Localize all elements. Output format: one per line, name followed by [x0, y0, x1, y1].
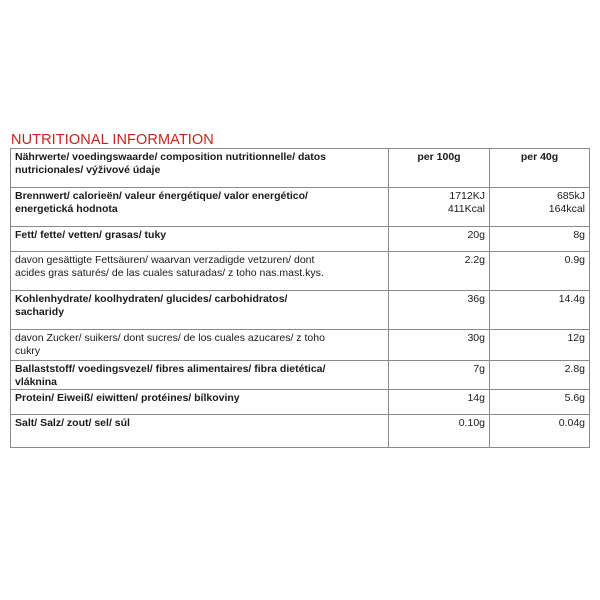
- value-per-40g-cell: 0.04g: [490, 415, 590, 448]
- header-label-line: Nährwerte/ voedingswaarde/ composition nutritionnelle/ datos: [15, 151, 326, 163]
- value-line: 164kcal: [548, 203, 585, 215]
- nutrient-label-cell: [11, 390, 389, 415]
- nutrient-label-cell: [11, 252, 389, 291]
- nutrient-label-line: Protein/ Eiweiß/ eiwitten/ protéines/ bílkoviny: [15, 392, 240, 404]
- table-header-row: [11, 149, 590, 188]
- page-title: NUTRITIONAL INFORMATION: [11, 132, 214, 148]
- value-per-100g-cell: [389, 188, 490, 227]
- nutrient-label-line: Brennwert/ calorieën/ valeur énergétique/ valor energético/: [15, 190, 308, 202]
- table-row-carbohydrates: [11, 291, 590, 330]
- value-per-100g-cell: 7g: [389, 361, 490, 390]
- value-per-40g-cell: 12g: [490, 330, 590, 361]
- table-row-energy: [11, 188, 590, 227]
- value-per-40g-cell: 0.9g: [490, 252, 590, 291]
- value-per-100g-cell: 20g: [389, 227, 490, 252]
- value-per-40g-cell: 8g: [490, 227, 590, 252]
- value-per-100g-cell: 2.2g: [389, 252, 490, 291]
- table-row-fibre: [11, 361, 590, 390]
- table-row-sugars: [11, 330, 590, 361]
- header-label-cell: [11, 149, 389, 188]
- header-label-line: nutricionales/ výživové údaje: [15, 164, 161, 176]
- table-row-protein: [11, 390, 590, 415]
- value-per-40g-cell: 2.8g: [490, 361, 590, 390]
- nutrient-label-cell: [11, 188, 389, 227]
- nutrient-label-line: davon gesättigte Fettsäuren/ waarvan verzadigde vetzuren/ dont: [15, 254, 315, 266]
- nutrient-label-line: Fett/ fette/ vetten/ grasas/ tuky: [15, 229, 167, 241]
- column-header-per-100g: per 100g: [389, 149, 490, 188]
- value-per-40g-cell: [490, 188, 590, 227]
- nutrient-label-line: vláknina: [15, 376, 58, 388]
- nutrient-label-line: Ballaststoff/ voedingsvezel/ fibres alimentaires/ fibra dietética/: [15, 363, 326, 375]
- nutrition-table: [10, 148, 590, 448]
- nutrient-label-cell: [11, 415, 389, 448]
- value-per-100g-cell: 14g: [389, 390, 490, 415]
- nutrient-label-line: Kohlenhydrate/ koolhydraten/ glucides/ carbohidratos/: [15, 293, 288, 305]
- nutrient-label-cell: [11, 330, 389, 361]
- nutrient-label-line: acides gras saturés/ de las cuales saturadas/ z toho nas.mast.kys.: [15, 267, 324, 279]
- nutrient-label-line: cukry: [15, 345, 41, 357]
- value-line: 685kJ: [556, 190, 585, 202]
- column-header-per-40g: per 40g: [490, 149, 590, 188]
- value-per-100g-cell: 0.10g: [389, 415, 490, 448]
- table-row-fat: [11, 227, 590, 252]
- table-row-salt: [11, 415, 590, 448]
- value-line: 1712KJ: [449, 190, 485, 202]
- value-per-40g-cell: 5.6g: [490, 390, 590, 415]
- nutrient-label-cell: [11, 291, 389, 330]
- value-line: 411Kcal: [447, 203, 485, 215]
- nutrient-label-cell: [11, 227, 389, 252]
- value-per-40g-cell: 14.4g: [490, 291, 590, 330]
- nutrient-label-line: davon Zucker/ suikers/ dont sucres/ de los cuales azucares/ z toho: [15, 332, 325, 344]
- nutrient-label-cell: [11, 361, 389, 390]
- nutrient-label-line: Salt/ Salz/ zout/ sel/ súl: [15, 417, 130, 429]
- value-per-100g-cell: 30g: [389, 330, 490, 361]
- nutrient-label-line: energetická hodnota: [15, 203, 118, 215]
- value-per-100g-cell: 36g: [389, 291, 490, 330]
- table-row-saturated-fat: [11, 252, 590, 291]
- nutrient-label-line: sacharidy: [15, 306, 65, 318]
